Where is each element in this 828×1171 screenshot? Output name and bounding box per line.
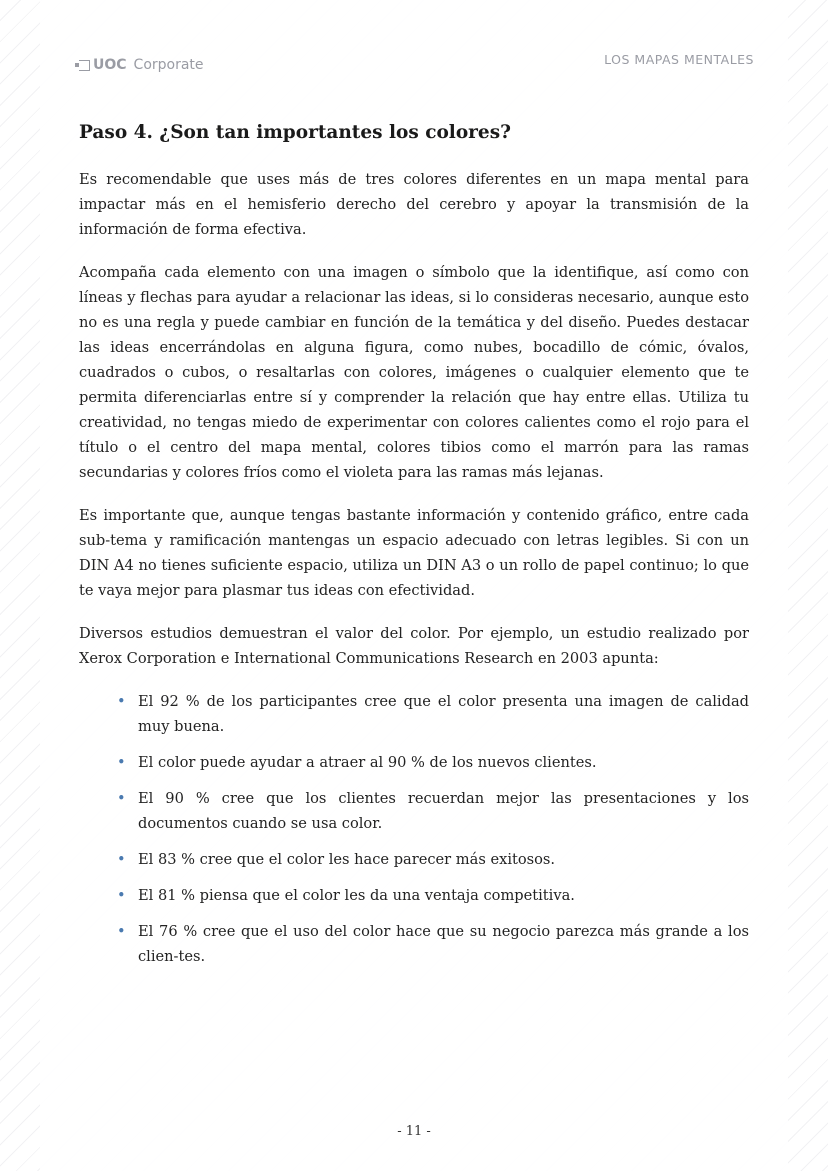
- logo-icon: [79, 60, 90, 71]
- paragraph: Acompaña cada elemento con una imagen o símbolo que la identifique, así como con líneas y flechas para ayudar a relacionar las ideas, si lo consideras necesario, aunque esto no es una regla y puede cambiar en función de la temática y del diseño. Puedes destacar las ideas encerrándolas en alguna figura, como nubes, bocadillo de cómic, óvalos, cuadrados o cubos, o resaltarlas con colores, imágenes o cualquier elemento que te permita diferenciarlas entre sí y comprender la relación que hay entre ellas. Utiliza tu creatividad, no tengas miedo de experimentar con colores calientes como el rojo para el título o el centro del mapa mental, colores tibios como el marrón para las ramas secundarias y colores fríos como el violeta para las ramas más lejanas.: [79, 264, 749, 481]
- logo-text: Corporate: [133, 57, 204, 73]
- list-item: • El 81 % piensa que el color les da una ventaja competitiva.: [138, 883, 749, 908]
- list-item: • El 83 % cree que el color les hace parecer más exitosos.: [138, 847, 749, 872]
- section-title: Paso 4. ¿Son tan importantes los colores?: [79, 122, 511, 143]
- list-item: • El 92 % de los participantes cree que el color presenta una imagen de calidad muy buena.: [138, 689, 749, 739]
- logo-brand: UOC: [93, 57, 127, 73]
- list-item: • El color puede ayudar a atraer al 90 % de los nuevos clientes.: [138, 750, 749, 775]
- page-number: - 11 -: [397, 1124, 431, 1139]
- section-header: LOS MAPAS MENTALES: [604, 52, 754, 67]
- document-body: [79, 120, 749, 980]
- uoc-logo: [79, 57, 204, 73]
- bullet-list: [79, 689, 749, 969]
- paragraph: Es recomendable que uses más de tres colores diferentes en un mapa mental para impactar más en el hemisferio derecho del cerebro y apoyar la transmisión de la información de forma efectiva.: [79, 171, 749, 238]
- paragraph: Es importante que, aunque tengas bastante información y contenido gráfico, entre cada sub-tema y ramificación mantengas un espacio adecuado con letras legibles. Si con un DIN A4 no tienes suficiente espacio, utiliza un DIN A3 o un rollo de papel continuo; lo que te vaya mejor para plasmar tus ideas con efectividad.: [79, 507, 749, 599]
- list-item: • El 90 % cree que los clientes recuerdan mejor las presentaciones y los documentos cuando se usa color.: [138, 786, 749, 836]
- paragraph: Diversos estudios demuestran el valor del color. Por ejemplo, un estudio realizado por Xerox Corporation e International Communications Research en 2003 apunta:: [79, 625, 749, 667]
- list-item: • El 76 % cree que el uso del color hace que su negocio parezca más grande a los clien-tes.: [138, 919, 749, 969]
